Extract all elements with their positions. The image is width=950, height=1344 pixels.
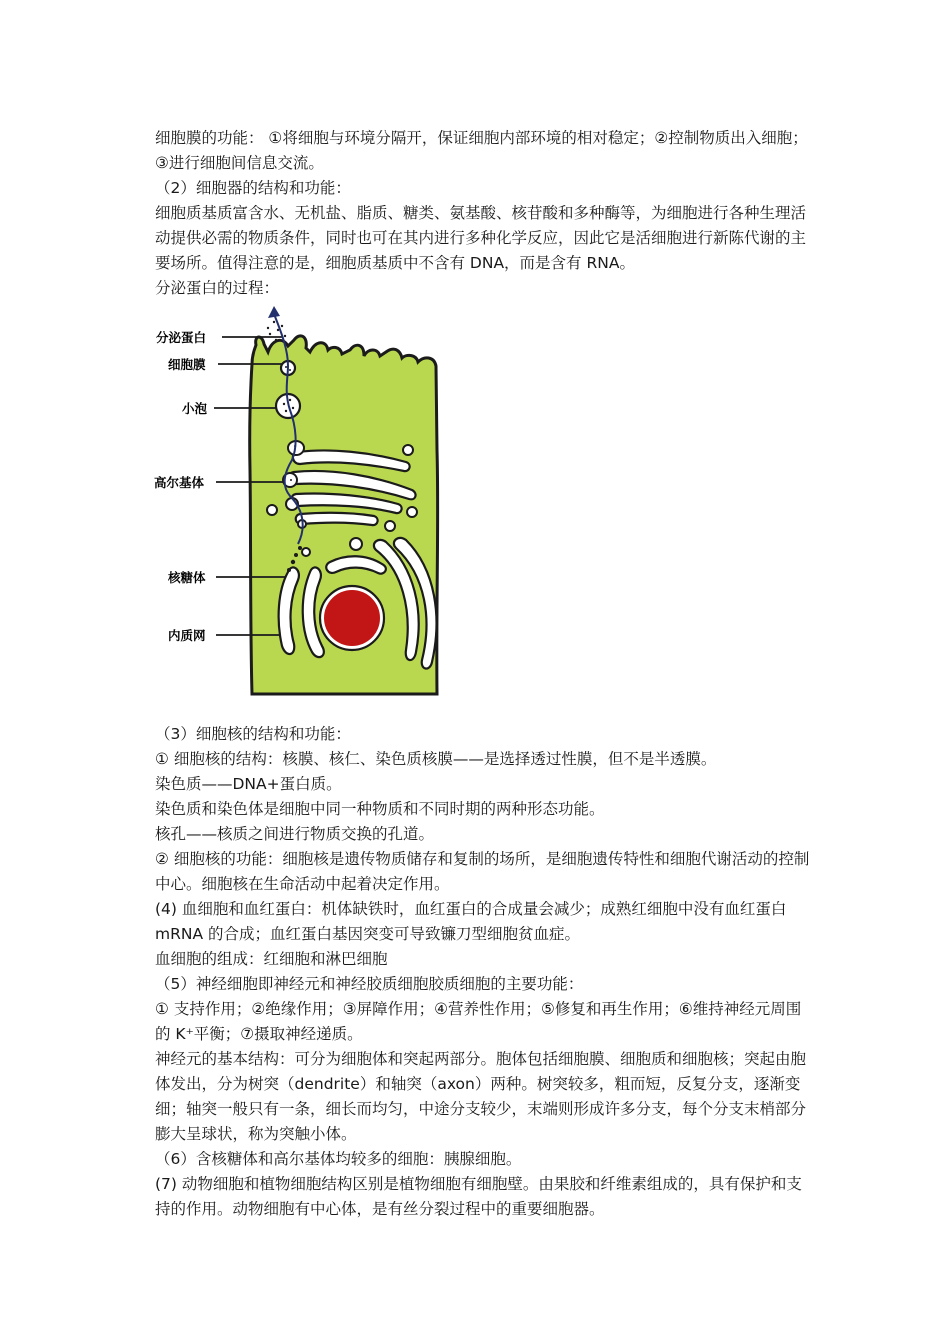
label-golgi: 高尔基体 [154, 475, 205, 490]
label-ribosome: 核糖体 [168, 570, 206, 585]
paragraph-glial-functions: ① 支持作用；②绝缘作用；③屏障作用；④营养性作用；⑤修复和再生作用；⑥维持神经元周围的 K⁺平衡；⑦摄取神经递质。 [155, 1000, 802, 1043]
paragraph-blood-cells-hemoglobin: (4) 血细胞和血红蛋白：机体缺铁时，血红蛋白的合成量会减少；成熟红细胞中没有血红蛋白 mRNA 的合成；血红蛋白基因突变可导致镰刀型细胞贫血症。 [155, 900, 787, 943]
paragraph-nuclear-pore: 核孔——核质之间进行物质交换的孔道。 [155, 825, 435, 843]
label-secreted-protein: 分泌蛋白 [156, 330, 207, 345]
heading-glial-cells: （5）神经细胞即神经元和神经胶质细胞胶质细胞的主要功能： [155, 975, 584, 993]
paragraph-cytoplasm-matrix: 细胞质基质富含水、无机盐、脂质、糖类、氨基酸、核苷酸和多种酶等，为细胞进行各种生理活动提供必需的物质条件，同时也可在其内进行多种化学反应，因此它是活细胞进行新陈代谢的主要场所。值得注意的是，细胞质基质中不含有 DNA，而是含有 RNA。 [155, 204, 807, 272]
heading-secretory-protein: 分泌蛋白的过程： [155, 279, 280, 297]
paragraph-chromatin: 染色质——DNA+蛋白质。 [155, 775, 342, 793]
heading-nucleus: （3）细胞核的结构和功能： [155, 725, 351, 743]
paragraph-blood-composition: 血细胞的组成：红细胞和淋巴细胞 [155, 950, 388, 968]
secretory-protein-diagram [150, 300, 450, 700]
top-text-block [155, 126, 810, 301]
label-vesicle: 小泡 [182, 401, 208, 416]
paragraph-pancreatic-cell: （6）含核糖体和高尔基体均较多的细胞：胰腺细胞。 [155, 1150, 522, 1168]
heading-organelles: （2）细胞器的结构和功能： [155, 179, 351, 197]
label-cell-membrane: 细胞膜 [168, 357, 206, 372]
paragraph-plant-animal-difference: (7) 动物细胞和植物细胞结构区别是植物细胞有细胞壁。由果胶和纤维素组成的，具有保护和支持的作用。动物细胞有中心体，是有丝分裂过程中的重要细胞器。 [155, 1175, 802, 1218]
nucleus [320, 586, 384, 650]
paragraph-nucleus-function: ② 细胞核的功能：细胞核是遗传物质储存和复制的场所，是细胞遗传特性和细胞代谢活动的控制中心。细胞核在生命活动中起着决定作用。 [155, 850, 810, 893]
bottom-text-block [155, 722, 810, 1222]
paragraph-nucleus-structure: ① 细胞核的结构：核膜、核仁、染色质核膜——是选择透过性膜，但不是半透膜。 [155, 750, 717, 768]
paragraph-membrane-function: 细胞膜的功能： ①将细胞与环境分隔开，保证细胞内部环境的相对稳定；②控制物质出入细胞；③进行细胞间信息交流。 [155, 129, 808, 172]
label-endoplasmic-reticulum: 内质网 [168, 628, 206, 643]
paragraph-neuron-structure: 神经元的基本结构：可分为细胞体和突起两部分。胞体包括细胞膜、细胞质和细胞核；突起由胞体发出，分为树突（dendrite）和轴突（axon）两种。树突较多，粗而短，反复分支，逐渐变细；轴突一般只有一条，细长而均匀，中途分支较少，末端则形成许多分支，每个分支末梢部分膨大呈球状，称为突触小体。 [155, 1050, 807, 1143]
arrow-head [268, 306, 280, 318]
cell-diagram-svg [150, 300, 450, 700]
paragraph-chromatin-chromosome: 染色质和染色体是细胞中同一种物质和不同时期的两种形态功能。 [155, 800, 605, 818]
